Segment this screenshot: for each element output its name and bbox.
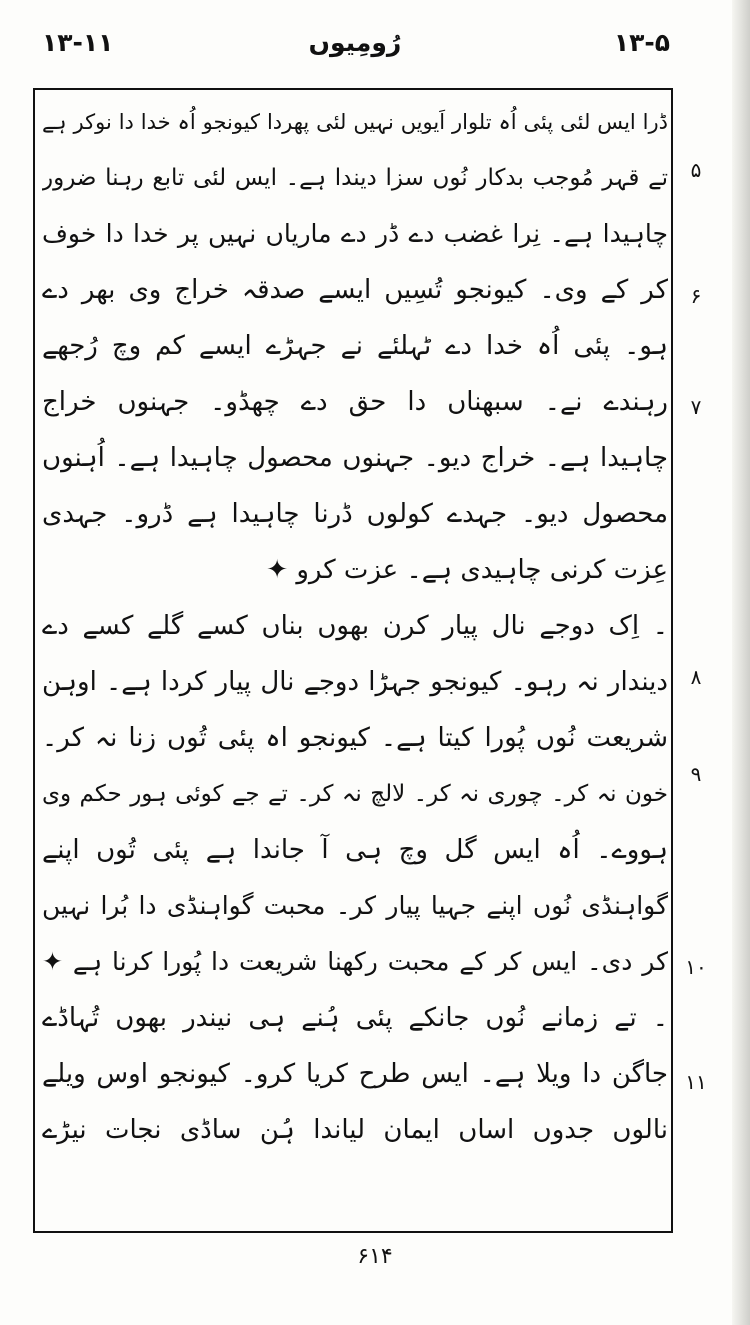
- verse-number: ۱۱: [685, 1070, 707, 1094]
- text-line-1: ڈرا ایس لئی پئی اُہ تلوار اَیویں نہیں لئی پھردا کیونجو اُہ خدا دا نوکر ہے: [42, 110, 668, 134]
- text-line-3: چاہیدا ہے۔ نِرا غضب دے ڈر دے ماریاں نہیں پر خدا دا خوف: [42, 219, 668, 248]
- text-line-10: ۔ اِک دوجے نال پیار کرن بھوں بناں کسے گلے کسے دے: [42, 611, 668, 641]
- text-line-16: کر دی۔ ایس کر کے محبت رکھنا شریعت دا پُورا کرنا ہے ✦: [42, 947, 668, 976]
- verse-number: ۸: [690, 665, 702, 689]
- header-chapter-range-right: ۱۳-۵: [613, 28, 670, 57]
- text-line-9: عِزت کرنی چاہیدی ہے۔ عزت کرو ✦: [266, 555, 668, 585]
- text-line-19: نالوں جدوں اساں ایمان لیاندا ہُن ساڈی نجات نیڑے: [42, 1115, 668, 1145]
- text-line-15: گواہنڈی نُوں اپنے جہیا پیار کر۔ محبت گواہنڈی دا بُرا نہیں: [42, 891, 668, 920]
- text-line-2: تے قہر مُوجب بدکار نُوں سزا دیندا ہے۔ ایس لئی تابع رہنا ضرور: [42, 165, 668, 191]
- header-book-title: رُومِیوں: [308, 28, 402, 57]
- text-line-5: ہو۔ پئی اُہ خدا دے ٹہلئے نے جہڑے ایسے کم وچ رُجھے: [42, 331, 668, 361]
- page-number: ۶۱۴: [357, 1244, 393, 1269]
- text-line-13: خون نہ کر۔ چوری نہ کر۔ لالچ نہ کر۔ تے جے کوئی ہور حکم وی: [42, 781, 668, 807]
- verse-number: ۵: [690, 158, 702, 182]
- text-line-11: دیندار نہ رہو۔ کیونجو جہڑا دوجے نال پیار کردا ہے۔ اوہن: [42, 667, 668, 697]
- verse-number: ۹: [690, 762, 702, 786]
- text-line-7: چاہیدا ہے۔ خراج دیو۔ جہنوں محصول چاہیدا ہے۔ اُہنوں: [42, 443, 668, 473]
- text-line-17: ۔ تے زمانے نُوں جانکے پئی ہُنے ہی نیندر بھوں تُہاڈے: [42, 1003, 668, 1033]
- page-edge-shadow: [732, 0, 750, 1325]
- text-line-14: ہووے۔ اُہ ایس گل وچ ہی آ جاندا ہے پئی تُوں اپنے: [42, 835, 668, 865]
- verse-number: ۶: [690, 284, 702, 308]
- verse-number: ۷: [690, 395, 702, 419]
- text-line-4: کر کے وی۔ کیونجو تُسِیں ایسے صدقہ خراج وی بھر دے: [42, 275, 668, 305]
- text-line-6: رہندے نے۔ سبھناں دا حق دے چھڈو۔ جہنوں خراج: [42, 387, 668, 417]
- text-line-8: محصول دیو۔ جہدے کولوں ڈرنا چاہیدا ہے ڈرو۔ جہدی: [42, 499, 668, 529]
- text-line-12: شریعت نُوں پُورا کیتا ہے۔ کیونجو اہ پئی تُوں زنا نہ کر۔: [42, 723, 668, 753]
- header-chapter-range-left: ۱۳-۱۱: [42, 28, 114, 57]
- running-header: [30, 22, 680, 62]
- text-line-18: جاگن دا ویلا ہے۔ ایس طرح کریا کرو۔ کیونجو اوس ویلے: [42, 1059, 668, 1089]
- verse-number: ۱۰: [685, 955, 707, 979]
